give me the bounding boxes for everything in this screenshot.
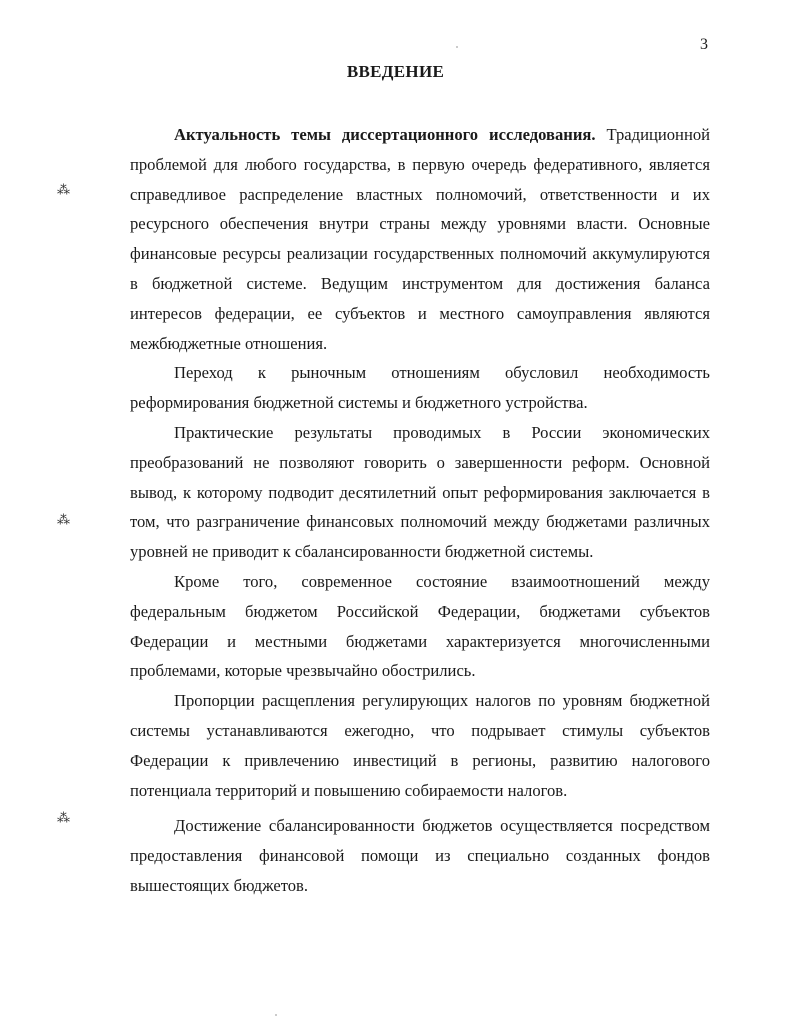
scan-speck xyxy=(275,1014,277,1016)
margin-mark-icon: ⁂ xyxy=(57,810,70,825)
document-body xyxy=(130,120,710,901)
paragraph: Пропорции расщепления регулирующих налогов по уровням бюджетной системы устанавливаются ежегодно, что подрывает стимулы субъектов Федерации к привлечению инвестиций в регионы, развитию налогового потенциала территорий и повышению собираемости налогов. xyxy=(130,691,710,800)
paragraph-relevance xyxy=(130,120,710,358)
scan-speck xyxy=(456,46,458,48)
section-title: ВВЕДЕНИЕ xyxy=(346,62,445,81)
paragraph-text: Традиционной проблемой для любого государства, в первую очередь федеративного, является справедливое распределение властных полномочий, ответственности и их ресурсного обеспечения внутри страны между уровнями власти. Основные финансовые ресурсы реализации государственных полномочий аккумулируются в бюджетной системе. Ведущим инструментом для достижения баланса интересов федерации, ее субъектов и местного самоуправления являются межбюджетные отношения. xyxy=(130,125,710,353)
page-number: 3 xyxy=(700,36,708,53)
paragraph: Переход к рыночным отношениям обусловил необходимость реформирования бюджетной системы и бюджетного устройства. xyxy=(130,363,710,413)
paragraph: Кроме того, современное состояние взаимоотношений между федеральным бюджетом Российской Федерации, бюджетами субъектов Федерации и местными бюджетами характеризуется многочисленными проблемами, которые чрезвычайно обострились. xyxy=(130,571,710,681)
margin-mark-icon: ⁂ xyxy=(57,182,70,197)
paragraph: Практические результаты проводимых в России экономических преобразований не позволяют говорить о завершенности реформ. Основной вывод, к которому подводит десятилетний опыт реформирования заключается в том, что разграничение финансовых полномочий между бюджетами различных уровней не приводит к сбалансированности бюджетной системы. xyxy=(130,422,710,562)
margin-mark-icon: ⁂ xyxy=(57,512,70,527)
paragraph-lead: Актуальность темы диссертационного исследования. xyxy=(174,125,596,144)
paragraph: Достижение сбалансированности бюджетов осуществляется посредством предоставления финансовой помощи из специально созданных фондов вышестоящих бюджетов. xyxy=(130,816,710,895)
